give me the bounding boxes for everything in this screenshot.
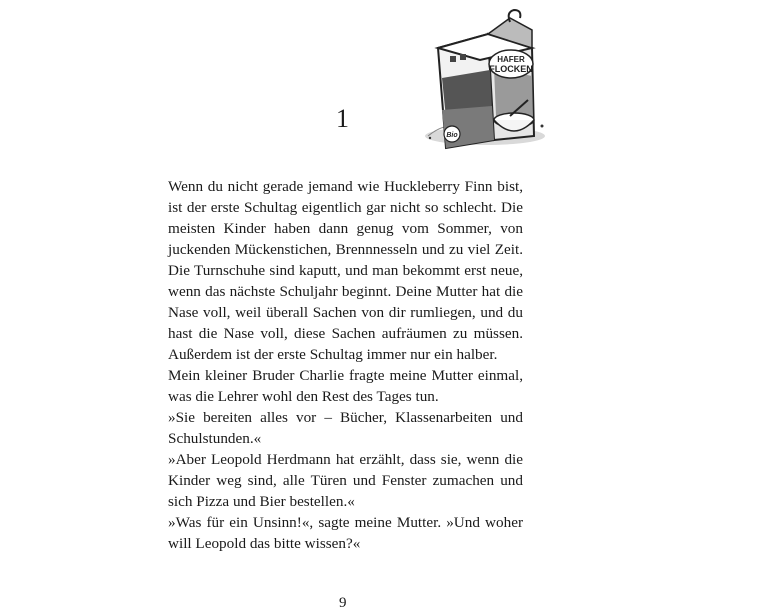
chapter-number: 1 [336,104,349,133]
paragraph: Wenn du nicht gerade jemand wie Huckleberry Finn bist, ist der erste Schultag eigentlich gar nicht so schlecht. Die meisten Kinder haben dann genug vom Sommer, von juckenden Mückenstichen, Brennnesseln und zu viel Zeit. Die Turnschuhe sind kaputt, und man bekommt erst neue, wenn das nächste Schuljahr beginnt. Deine Mutter hat die Nase voll, weil überall Sachen von dir rumliegen, und du hast die Nase voll, diese Sachen aufräumen zu müssen. Außerdem ist der erste Schultag immer nur ein halber. [168,178,523,363]
paragraph: »Sie bereiten alles vor – Bücher, Klassenarbeiten und Schulstunden.« [168,409,523,447]
paragraph: »Was für ein Unsinn!«, sagte meine Mutter. »Und woher will Leopold das bitte wissen?« [168,514,523,552]
oatmeal-box-illustration [410,8,600,178]
bio-badge: Bio [446,132,458,139]
paragraph: Mein kleiner Bruder Charlie fragte meine Mutter einmal, was die Lehrer wohl den Rest des Tages tun. [168,367,523,405]
box-label-line1: HAFER [497,55,525,64]
paragraph: »Aber Leopold Herdmann hat erzählt, dass sie, wenn die Kinder weg sind, alle Türen und Fenster zumachen und sich Pizza und Bier bestellen.« [168,451,523,510]
body-text [168,176,523,554]
page-number: 9 [339,595,347,611]
box-label-line2: FLOCKEN [489,64,533,74]
